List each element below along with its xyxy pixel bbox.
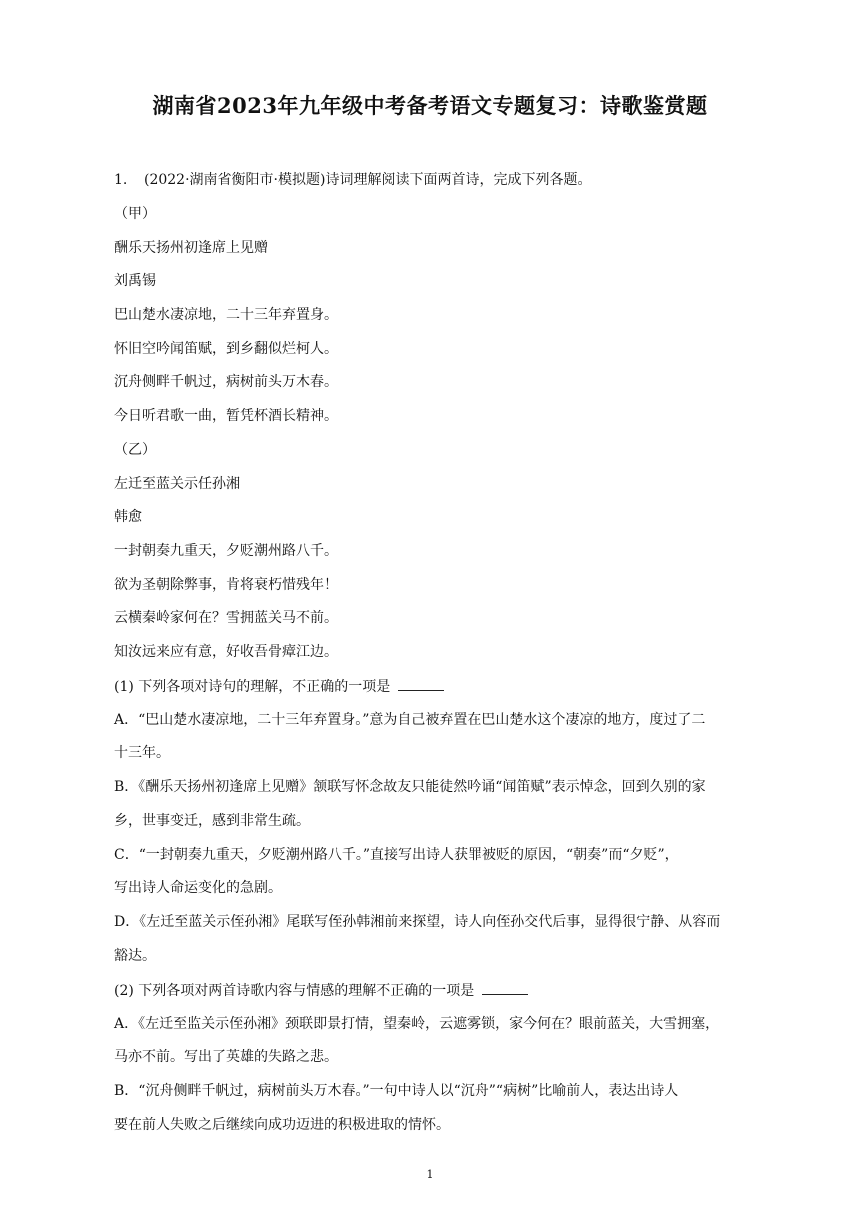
option-d-line1: D．《左迁至蓝关示侄孙湘》尾联写侄孙韩湘前来探望，诗人向侄孙交代后事，显得很宁静、从容而 — [114, 914, 721, 930]
poem-line: 云横秦岭家何在？雪拥蓝关马不前。 — [114, 610, 338, 626]
option-c-line1: C．“一封朝奏九重天，夕贬潮州路八千。”直接写出诗人获罪被贬的原因，“朝奏”而“夕贬”， — [114, 847, 679, 863]
poem-line: 一封朝奏九重天，夕贬潮州路八千。 — [114, 543, 338, 559]
option-b-line1: B．“沉舟侧畔千帆过，病树前头万木春。”一句中诗人以“沉舟”“病树”比喻前人，表达出诗人 — [114, 1083, 679, 1099]
option-a-line2: 马亦不前。写出了英雄的失路之悲。 — [114, 1049, 338, 1065]
question-intro: (2022·湖南省衡阳市·模拟题)诗词理解阅读下面两首诗，完成下列各题。 — [144, 172, 592, 188]
poem-line: 今日听君歌一曲，暂凭杯酒长精神。 — [114, 408, 338, 424]
poem-line: 巴山楚水凄凉地，二十三年弃置身。 — [114, 307, 338, 323]
question-number: 1. — [114, 172, 128, 188]
poem-b-author: 韩愈 — [114, 509, 142, 525]
option-c-line2: 写出诗人命运变化的急剧。 — [114, 880, 282, 896]
answer-blank[interactable] — [398, 676, 444, 691]
poem-line: 欲为圣朝除弊事，肯将衰朽惜残年！ — [114, 577, 338, 593]
sub-question-2 — [114, 980, 778, 1001]
option-a-line1: A．“巴山楚水凄凉地，二十三年弃置身。”意为自己被弃置在巴山楚水这个凄凉的地方，度过了二 — [114, 712, 706, 728]
answer-blank[interactable] — [482, 980, 528, 995]
option-d-line2: 豁达。 — [114, 948, 156, 964]
sub-question-2-prompt: (2) 下列各项对两首诗歌内容与情感的理解不正确的一项是 — [114, 983, 475, 999]
poem-b-title: 左迁至蓝关示任孙湘 — [114, 476, 240, 492]
poem-line: 怀旧空吟闻笛赋，到乡翻似烂柯人。 — [114, 341, 338, 357]
question-header — [114, 170, 778, 190]
poem-line: 知汝远来应有意，好收吾骨瘴江边。 — [114, 644, 338, 660]
option-b-line2: 乡，世事变迁，感到非常生疏。 — [114, 813, 310, 829]
sub-question-1 — [114, 676, 778, 697]
poem-a-author: 刘禹锡 — [114, 273, 156, 289]
poem-a-label: （甲） — [114, 206, 156, 222]
poem-line: 沉舟侧畔千帆过，病树前头万木春。 — [114, 374, 338, 390]
page-title: 湖南省2023年九年级中考备考语文专题复习：诗歌鉴赏题 — [152, 93, 708, 118]
page-number: 1 — [426, 1168, 434, 1181]
option-a-line2: 十三年。 — [114, 745, 170, 761]
sub-question-1-prompt: (1) 下列各项对诗句的理解，不正确的一项是 — [114, 679, 391, 695]
option-a-line1: A．《左迁至监关示侄孙湘》颈联即景打情，望秦岭，云遮雾锁，家今何在？眼前蓝关，大雪拥塞， — [114, 1016, 720, 1032]
poem-a-title: 酬乐天扬州初逢席上见赠 — [114, 240, 268, 256]
option-b-line2: 要在前人失败之后继续向成功迈进的积极进取的情怀。 — [114, 1117, 450, 1133]
option-b-line1: B．《酬乐天扬州初逢席上见赠》颔联写怀念故友只能徒然吟诵“闻笛赋”表示悼念，回到久别的家 — [114, 779, 706, 795]
poem-b-label: （乙） — [114, 442, 156, 458]
